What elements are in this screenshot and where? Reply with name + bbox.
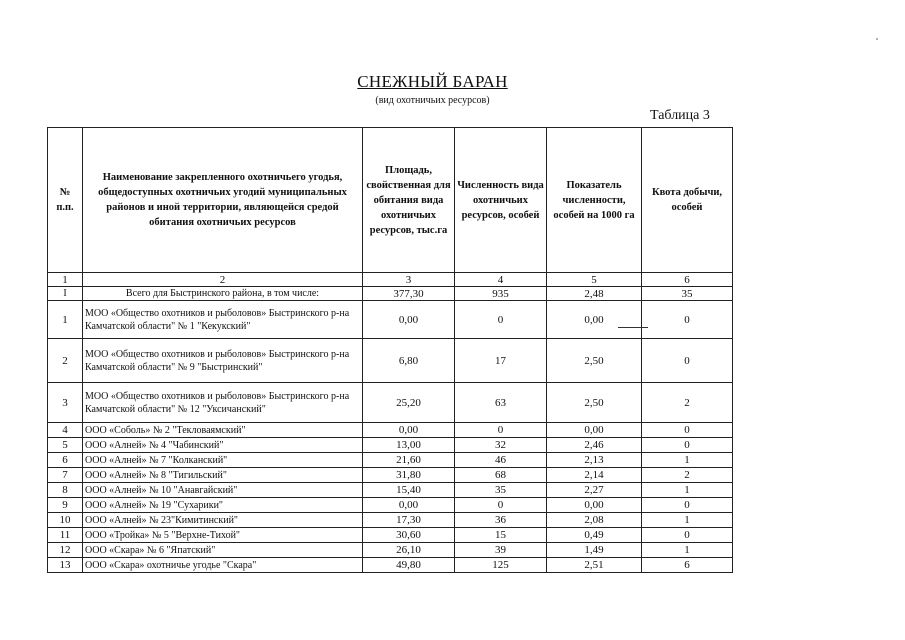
cell-count: 0 — [455, 498, 547, 513]
cell-count: 125 — [455, 558, 547, 573]
cell-count: 36 — [455, 513, 547, 528]
table-row — [48, 513, 733, 528]
cell-count: 68 — [455, 468, 547, 483]
cell-area: 26,10 — [363, 543, 455, 558]
cell-num: 6 — [48, 453, 83, 468]
column-number: 5 — [547, 273, 642, 287]
column-number-row — [48, 273, 733, 287]
cell-count: 15 — [455, 528, 547, 543]
cell-name: ООО «Соболь» № 2 "Текловаямский" — [83, 423, 363, 438]
cell-density: 2,27 — [547, 483, 642, 498]
column-number: 2 — [83, 273, 363, 287]
cell-quota: 0 — [642, 438, 733, 453]
scan-speck — [876, 38, 878, 40]
cell-area: 17,30 — [363, 513, 455, 528]
cell-quota: 0 — [642, 339, 733, 383]
cell-name: ООО «Скара» охотничье угодье "Скара" — [83, 558, 363, 573]
cell-density: 2,46 — [547, 438, 642, 453]
cell-quota: 35 — [642, 287, 733, 301]
cell-num: 9 — [48, 498, 83, 513]
column-number: 3 — [363, 273, 455, 287]
cell-area: 13,00 — [363, 438, 455, 453]
cell-name: ООО «Алней» № 23"Кимитинский" — [83, 513, 363, 528]
cell-area: 0,00 — [363, 423, 455, 438]
total-row — [48, 287, 733, 301]
cell-quota: 2 — [642, 468, 733, 483]
cell-num: 5 — [48, 438, 83, 453]
cell-name: ООО «Алней» № 4 "Чабинский" — [83, 438, 363, 453]
cell-area: 21,60 — [363, 453, 455, 468]
document-subtitle: (вид охотничьих ресурсов) — [375, 95, 490, 106]
header-name: Наименование закрепленного охотничьего угодья, общедоступных охотничьих угодий муниципальных районов и иной территории, являющейся средой обитания охотничьих ресурсов — [83, 128, 363, 273]
cell-num: 2 — [48, 339, 83, 383]
header-density: Показатель численности, особей на 1000 га — [547, 128, 642, 273]
cell-density: 0,49 — [547, 528, 642, 543]
cell-area: 6,80 — [363, 339, 455, 383]
cell-num: 11 — [48, 528, 83, 543]
cell-density: 1,49 — [547, 543, 642, 558]
cell-density: 0,00 — [547, 423, 642, 438]
table-row — [48, 468, 733, 483]
cell-quota: 0 — [642, 528, 733, 543]
table-row — [48, 483, 733, 498]
cell-count: 32 — [455, 438, 547, 453]
cell-name: МОО «Общество охотников и рыболовов» Быстринского р-на Камчатской области" № 12 "Уксичанский" — [83, 383, 363, 423]
cell-num: 10 — [48, 513, 83, 528]
cell-quota: 1 — [642, 513, 733, 528]
document-title: СНЕЖНЫЙ БАРАН — [357, 72, 508, 91]
table-row — [48, 383, 733, 423]
table-row — [48, 339, 733, 383]
cell-quota: 1 — [642, 453, 733, 468]
table-row — [48, 301, 733, 339]
table-number: Таблица 3 — [650, 108, 710, 123]
header-count: Численность вида охотничьих ресурсов, особей — [455, 128, 547, 273]
cell-quota: 2 — [642, 383, 733, 423]
cell-name: ООО «Алней» № 19 "Сухарики" — [83, 498, 363, 513]
cell-area: 15,40 — [363, 483, 455, 498]
hunting-resources-table — [47, 127, 733, 573]
table-row — [48, 498, 733, 513]
cell-quota: 6 — [642, 558, 733, 573]
column-number: 4 — [455, 273, 547, 287]
stray-pen-mark — [618, 327, 648, 328]
cell-density: 2,08 — [547, 513, 642, 528]
column-number: 1 — [48, 273, 83, 287]
cell-count: 0 — [455, 423, 547, 438]
cell-quota: 0 — [642, 498, 733, 513]
header-area: Площадь, свойственная для обитания вида охотничьих ресурсов, тыс.га — [363, 128, 455, 273]
cell-area: 0,00 — [363, 498, 455, 513]
header-num: № п.п. — [48, 128, 83, 273]
cell-density: 2,13 — [547, 453, 642, 468]
table-row — [48, 528, 733, 543]
cell-quota: 0 — [642, 301, 733, 339]
cell-name: Всего для Быстринского района, в том числе: — [83, 287, 363, 301]
cell-density: 2,50 — [547, 383, 642, 423]
cell-name: ООО «Скара» № 6 "Япатский" — [83, 543, 363, 558]
cell-name: ООО «Алней» № 8 "Тигильский" — [83, 468, 363, 483]
cell-count: 35 — [455, 483, 547, 498]
cell-num: 7 — [48, 468, 83, 483]
cell-count: 935 — [455, 287, 547, 301]
cell-count: 46 — [455, 453, 547, 468]
cell-area: 377,30 — [363, 287, 455, 301]
cell-num: 1 — [48, 301, 83, 339]
column-number: 6 — [642, 273, 733, 287]
cell-name: МОО «Общество охотников и рыболовов» Быстринского р-на Камчатской области" № 9 "Быстринский" — [83, 339, 363, 383]
cell-density: 2,14 — [547, 468, 642, 483]
table-row — [48, 558, 733, 573]
cell-name: ООО «Тройка» № 5 "Верхне-Тихой" — [83, 528, 363, 543]
cell-quota: 1 — [642, 483, 733, 498]
cell-density: 0,00 — [547, 498, 642, 513]
cell-quota: 1 — [642, 543, 733, 558]
table-row — [48, 438, 733, 453]
cell-density: 2,48 — [547, 287, 642, 301]
cell-num: 4 — [48, 423, 83, 438]
cell-density: 2,50 — [547, 339, 642, 383]
cell-num: 8 — [48, 483, 83, 498]
cell-area: 30,60 — [363, 528, 455, 543]
cell-quota: 0 — [642, 423, 733, 438]
cell-num: 13 — [48, 558, 83, 573]
table-row — [48, 453, 733, 468]
cell-area: 0,00 — [363, 301, 455, 339]
table-row — [48, 423, 733, 438]
cell-count: 39 — [455, 543, 547, 558]
cell-name: ООО «Алней» № 10 "Анавгайский" — [83, 483, 363, 498]
cell-num: 3 — [48, 383, 83, 423]
table-row — [48, 543, 733, 558]
header-quota: Квота добычи, особей — [642, 128, 733, 273]
cell-count: 0 — [455, 301, 547, 339]
cell-density: 2,51 — [547, 558, 642, 573]
cell-num: I — [48, 287, 83, 301]
cell-num: 12 — [48, 543, 83, 558]
cell-count: 17 — [455, 339, 547, 383]
cell-density: 0,00 — [547, 301, 642, 339]
cell-area: 25,20 — [363, 383, 455, 423]
cell-name: МОО «Общество охотников и рыболовов» Быстринского р-на Камчатской области" № 1 "Кекукский" — [83, 301, 363, 339]
cell-area: 49,80 — [363, 558, 455, 573]
cell-name: ООО «Алней» № 7 "Колканский" — [83, 453, 363, 468]
cell-count: 63 — [455, 383, 547, 423]
cell-area: 31,80 — [363, 468, 455, 483]
